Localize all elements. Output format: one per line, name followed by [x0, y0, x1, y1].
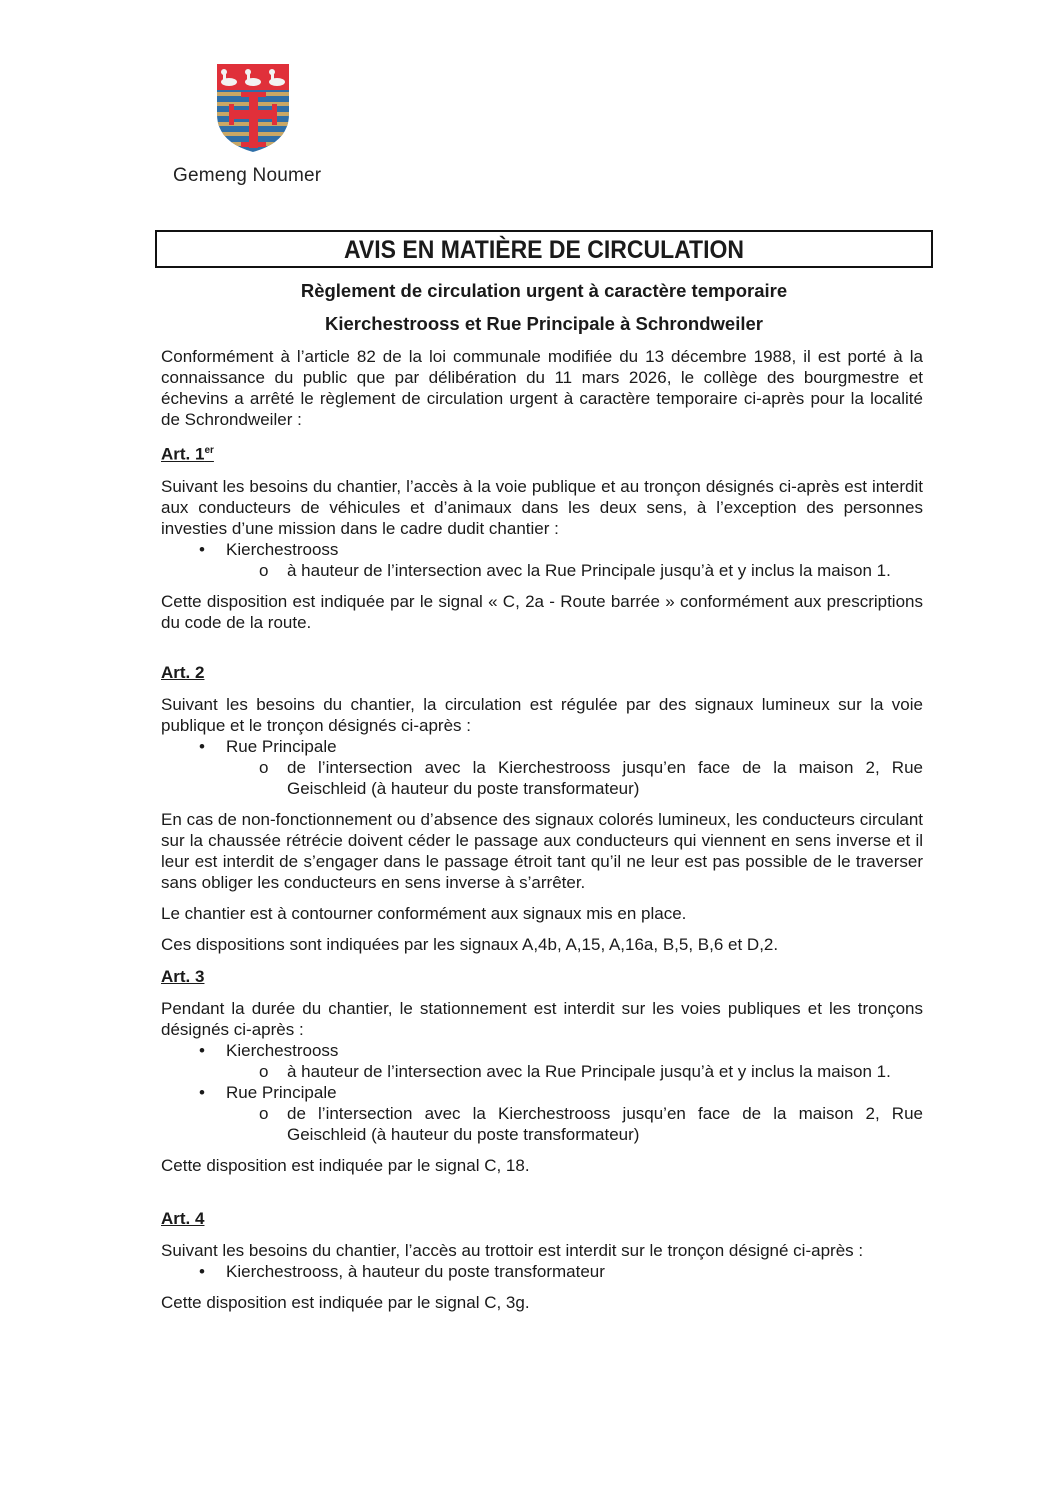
article-2-subbullet: o de l’intersection avec la Kierchestrooss jusqu’en face de la maison 2, Rue Geischleid (à hauteur du poste transformateur) [161, 757, 923, 799]
article-4-text: Suivant les besoins du chantier, l’accès au trottoir est interdit sur le tronçon désigné ci-après : [161, 1241, 864, 1260]
article-3-note: Cette disposition est indiquée par le signal C, 18. [161, 1156, 530, 1175]
article-4-bullet: • Kierchestrooss, à hauteur du poste transformateur [161, 1261, 923, 1282]
notice-title: AVIS EN MATIÈRE DE CIRCULATION [344, 236, 744, 264]
article-1-heading-sup: er [204, 445, 214, 456]
article-2-bullet: • Rue Principale [161, 736, 923, 757]
article-3-subbullet-1: o à hauteur de l’intersection avec la Rue Principale jusqu’à et y inclus la maison 1. [161, 1061, 923, 1082]
article-2 [161, 662, 923, 955]
article-2-paragraph-3: Le chantier est à contourner conformément aux signaux mis en place. [161, 904, 687, 923]
article-1-subbullet: o à hauteur de l’intersection avec la Rue Principale jusqu’à et y inclus la maison 1. [161, 560, 923, 581]
article-3 [161, 966, 923, 1176]
article-2-heading: Art. 2 [161, 663, 205, 682]
subtitle-regulation: Règlement de circulation urgent à caractère temporaire [300, 280, 788, 301]
article-4-heading: Art. 4 [161, 1209, 205, 1228]
article-1-heading [161, 440, 923, 465]
article-2-text: Suivant les besoins du chantier, la circulation est régulée par des signaux lumineux sur la voie publique et le tronçon désignés ci-après : [161, 695, 923, 735]
notice-title-box [155, 230, 933, 268]
article-3-heading: Art. 3 [161, 967, 205, 986]
article-4-note: Cette disposition est indiquée par le signal C, 3g. [161, 1293, 530, 1312]
article-2-paragraph-2: En cas de non-fonctionnement ou d’absence des signaux colorés lumineux, les conducteurs circulant sur la chaussée rétrécie doivent céder le passage aux conducteurs qui viennent en sens inverse et il leur est interdit de s’engager dans le passage étroit tant qu’il ne leur est pas possible de le traverser sans obliger les conducteurs en sens inverse à s’arrêter. [161, 810, 923, 892]
article-3-subbullet-2: o de l’intersection avec la Kierchestrooss jusqu’en face de la maison 2, Rue Geischleid (à hauteur du poste transformateur) [161, 1103, 923, 1145]
article-1-text: Suivant les besoins du chantier, l’accès à la voie publique et au tronçon désignés ci-après est interdit aux conducteurs de véhicules et d’animaux dans les deux sens, à l’exception des personnes investies d’une mission dans le cadre dudit chantier : [161, 476, 923, 538]
article-3-bullet-2: • Rue Principale [161, 1082, 923, 1103]
article-3-bullet-1: • Kierchestrooss [161, 1040, 923, 1061]
article-1-note: Cette disposition est indiquée par le signal « C, 2a - Route barrée » conformément aux prescriptions du code de la route. [161, 591, 923, 632]
article-3-text: Pendant la durée du chantier, le stationnement est interdit sur les voies publiques et les tronçons désignés ci-après : [161, 999, 923, 1039]
intro-paragraph [161, 346, 923, 430]
article-2-note: Ces dispositions sont indiquées par les signaux A,4b, A,15, A,16a, B,5, B,6 et D,2. [161, 935, 779, 954]
article-1-heading-text: Art. 1 [161, 444, 205, 464]
article-4 [161, 1208, 923, 1313]
subtitle-location: Kierchestrooss et Rue Principale à Schrondweiler [325, 313, 763, 334]
coat-of-arms-icon [215, 62, 291, 154]
article-1-bullet: • Kierchestrooss [161, 539, 923, 560]
intro-text: Conformément à l’article 82 de la loi communale modifiée du 13 décembre 1988, il est porté à la connaissance du public que par délibération du 11 mars 2026, le collège des bourgmestre et échevins a arrêté le règlement de circulation urgent à caractère temporaire ci-après pour la localité de Schrondweiler : [161, 347, 923, 429]
article-1 [161, 440, 923, 633]
commune-name: Gemeng Noumer [173, 165, 322, 186]
